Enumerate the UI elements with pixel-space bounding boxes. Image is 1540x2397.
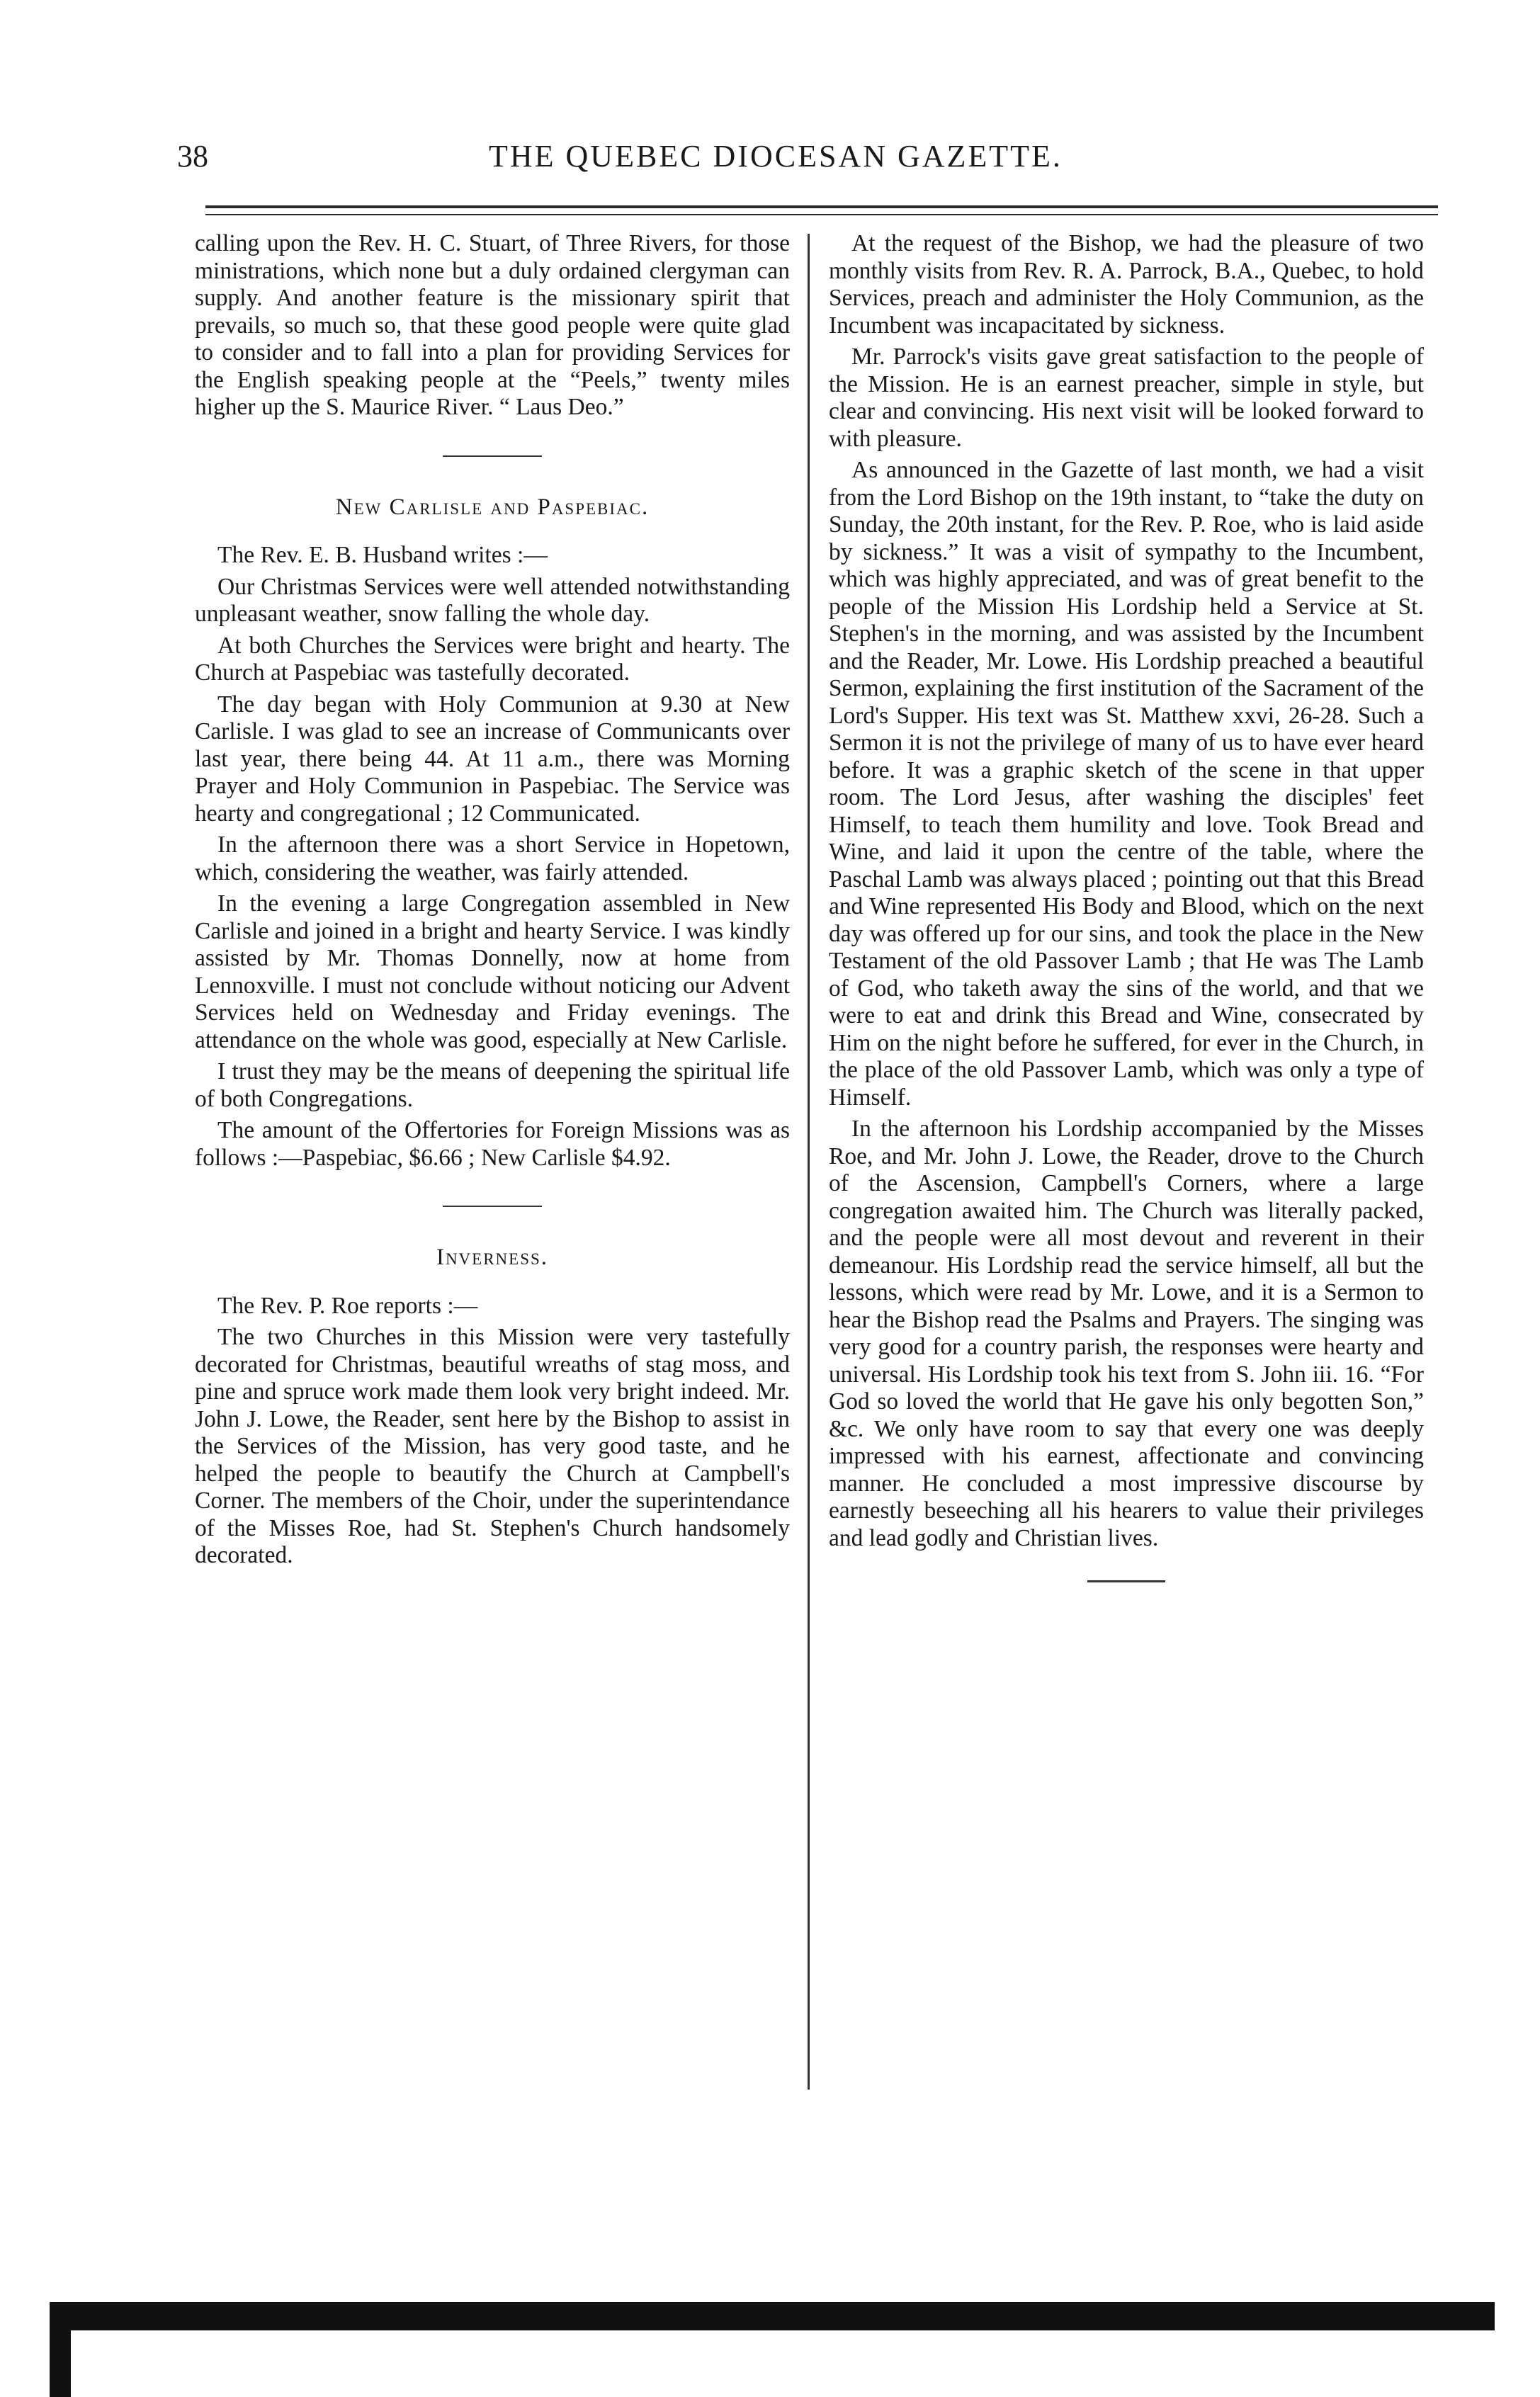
- page-header: [177, 138, 1417, 188]
- section-byline: The Rev. E. B. Husband writes :—: [217, 542, 548, 568]
- header-rule-thin: [205, 214, 1438, 215]
- article-paragraph: The amount of the Offertories for Foreign Missions was as follows :—Paspebiac, $6.66 ; New Carlisle $4.92.: [195, 1117, 790, 1171]
- article-paragraph: At both Churches the Services were bright and hearty. The Church at Paspebiac was tastefully decorated.: [195, 632, 790, 686]
- section-heading-new-carlisle: New Carlisle and Paspebiac.: [335, 494, 650, 520]
- article-paragraph: The day began with Holy Communion at 9.30 at New Carlisle. I was glad to see an increase of Communicants over last year, there being 44. At 11 a.m., there was Morning Prayer and Holy Communion in Paspebiac. The Service was hearty and congregational ; 12 Communicated.: [195, 691, 790, 827]
- left-column: [195, 230, 790, 1574]
- column-divider: [808, 234, 810, 2090]
- article-paragraph: In the evening a large Congregation assembled in New Carlisle and joined in a bright and hearty Service. I was kindly assisted by Mr. Thomas Donnelly, now at home from Lennoxville. I must not conclude without noticing our Advent Services held on Wednesday and Friday evenings. The attendance on the whole was good, especially at New Carlisle.: [195, 890, 790, 1053]
- section-byline: The Rev. P. Roe reports :—: [217, 1292, 478, 1319]
- article-paragraph: At the request of the Bishop, we had the pleasure of two monthly visits from Rev. R. A. Parrock, B.A., Quebec, to hold Services, preach and administer the Holy Communion, as the Incumbent was incapacitated by sickness.: [829, 230, 1424, 339]
- article-paragraph: The two Churches in this Mission were very tastefully decorated for Christmas, beautiful wreaths of stag moss, and pine and spruce work made them look very bright indeed. Mr. John J. Lowe, the Reader, sent here by the Bishop to assist in the Services of the Mission, has very good taste, and he helped the people to beautify the Church at Campbell's Corner. The members of the Choir, under the superintendance of the Misses Roe, had St. Stephen's Church handsomely decorated.: [195, 1324, 790, 1568]
- article-paragraph: I trust they may be the means of deepening the spiritual life of both Congregations.: [195, 1058, 790, 1112]
- right-column: [829, 230, 1424, 1582]
- header-rule: [205, 205, 1438, 208]
- article-paragraph: In the afternoon his Lordship accompanied by the Misses Roe, and Mr. John J. Lowe, the Reader, drove to the Church of the Ascension, Campbell's Corners, where a large congregation awaited him. The Church was literally packed, and the people were all most devout and reverent in their demeanour. His Lordship read the service himself, all but the lessons, which were read by Mr. Lowe, and it is a Sermon to hear the Bishop read the Psalms and Prayers. The singing was very good for a country parish, the responses were hearty and universal. His Lordship took his text from S. John iii. 16. “For God so loved the world that He gave his only begotten Son,” &c. We only have room to say that every one was deeply impressed with his earnest, affectionate and convincing manner. He concluded a most impressive discourse by earnestly beseeching all his hearers to value their privileges and lead godly and Christian lives.: [829, 1116, 1424, 1551]
- page-number: 38: [177, 139, 208, 174]
- publication-title: THE QUEBEC DIOCESAN GAZETTE.: [489, 139, 1063, 174]
- end-separator: [1087, 1580, 1165, 1582]
- section-separator: [443, 455, 542, 457]
- article-paragraph: In the afternoon there was a short Service in Hopetown, which, considering the weather, was fairly attended.: [195, 832, 790, 885]
- intro-paragraph: calling upon the Rev. H. C. Stuart, of Three Rivers, for those ministrations, which none but a duly ordained clergyman can supply. And another feature is the missionary spirit that prevails, so much so, that these good people were quite glad to consider and to fall into a plan for providing Services for the English speaking people at the “Peels,” twenty miles higher up the S. Maurice River. “ Laus Deo.”: [195, 230, 790, 420]
- page-edge-notch: [50, 2302, 71, 2397]
- section-heading-inverness: Inverness.: [436, 1245, 549, 1270]
- article-paragraph: As announced in the Gazette of last month, we had a visit from the Lord Bishop on the 19th instant, to “take the duty on Sunday, the 20th instant, for the Rev. P. Roe, who is laid aside by sickness.” It was a visit of sympathy to the Incumbent, which was highly appreciated, and was of great benefit to the people of the Mission His Lordship held a Service at St. Stephen's in the morning, and was assisted by the Incumbent and the Reader, Mr. Lowe. His Lordship preached a beautiful Sermon, explaining the first institution of the Sacrament of the Lord's Supper. His text was St. Matthew xxvi, 26-28. Such a Sermon it is not the privilege of many of us to have ever heard before. It was a graphic sketch of the scene in that upper room. The Lord Jesus, after washing the disciples' feet Himself, to teach them humility and love. Took Bread and Wine, and laid it upon the centre of the table, where the Paschal Lamb was always placed ; pointing out that this Bread and Wine represented His Body and Blood, which on the next day was offered up for our sins, and took the place in the New Testament of the old Passover Lamb ; that He was The Lamb of God, who taketh away the sins of the world, and that we were to eat and drink this Bread and Wine, consecrated by Him on the night before he suffered, for ever in the Church, in the place of the old Passover Lamb, which was only a type of Himself.: [829, 457, 1424, 1111]
- section-separator: [443, 1206, 542, 1207]
- page-edge-bar: [50, 2302, 1495, 2330]
- article-paragraph: Mr. Parrock's visits gave great satisfaction to the people of the Mission. He is an earnest preacher, simple in style, but clear and convincing. His next visit will be looked forward to with pleasure.: [829, 344, 1424, 452]
- article-paragraph: Our Christmas Services were well attended notwithstanding unpleasant weather, snow falling the whole day.: [195, 573, 790, 627]
